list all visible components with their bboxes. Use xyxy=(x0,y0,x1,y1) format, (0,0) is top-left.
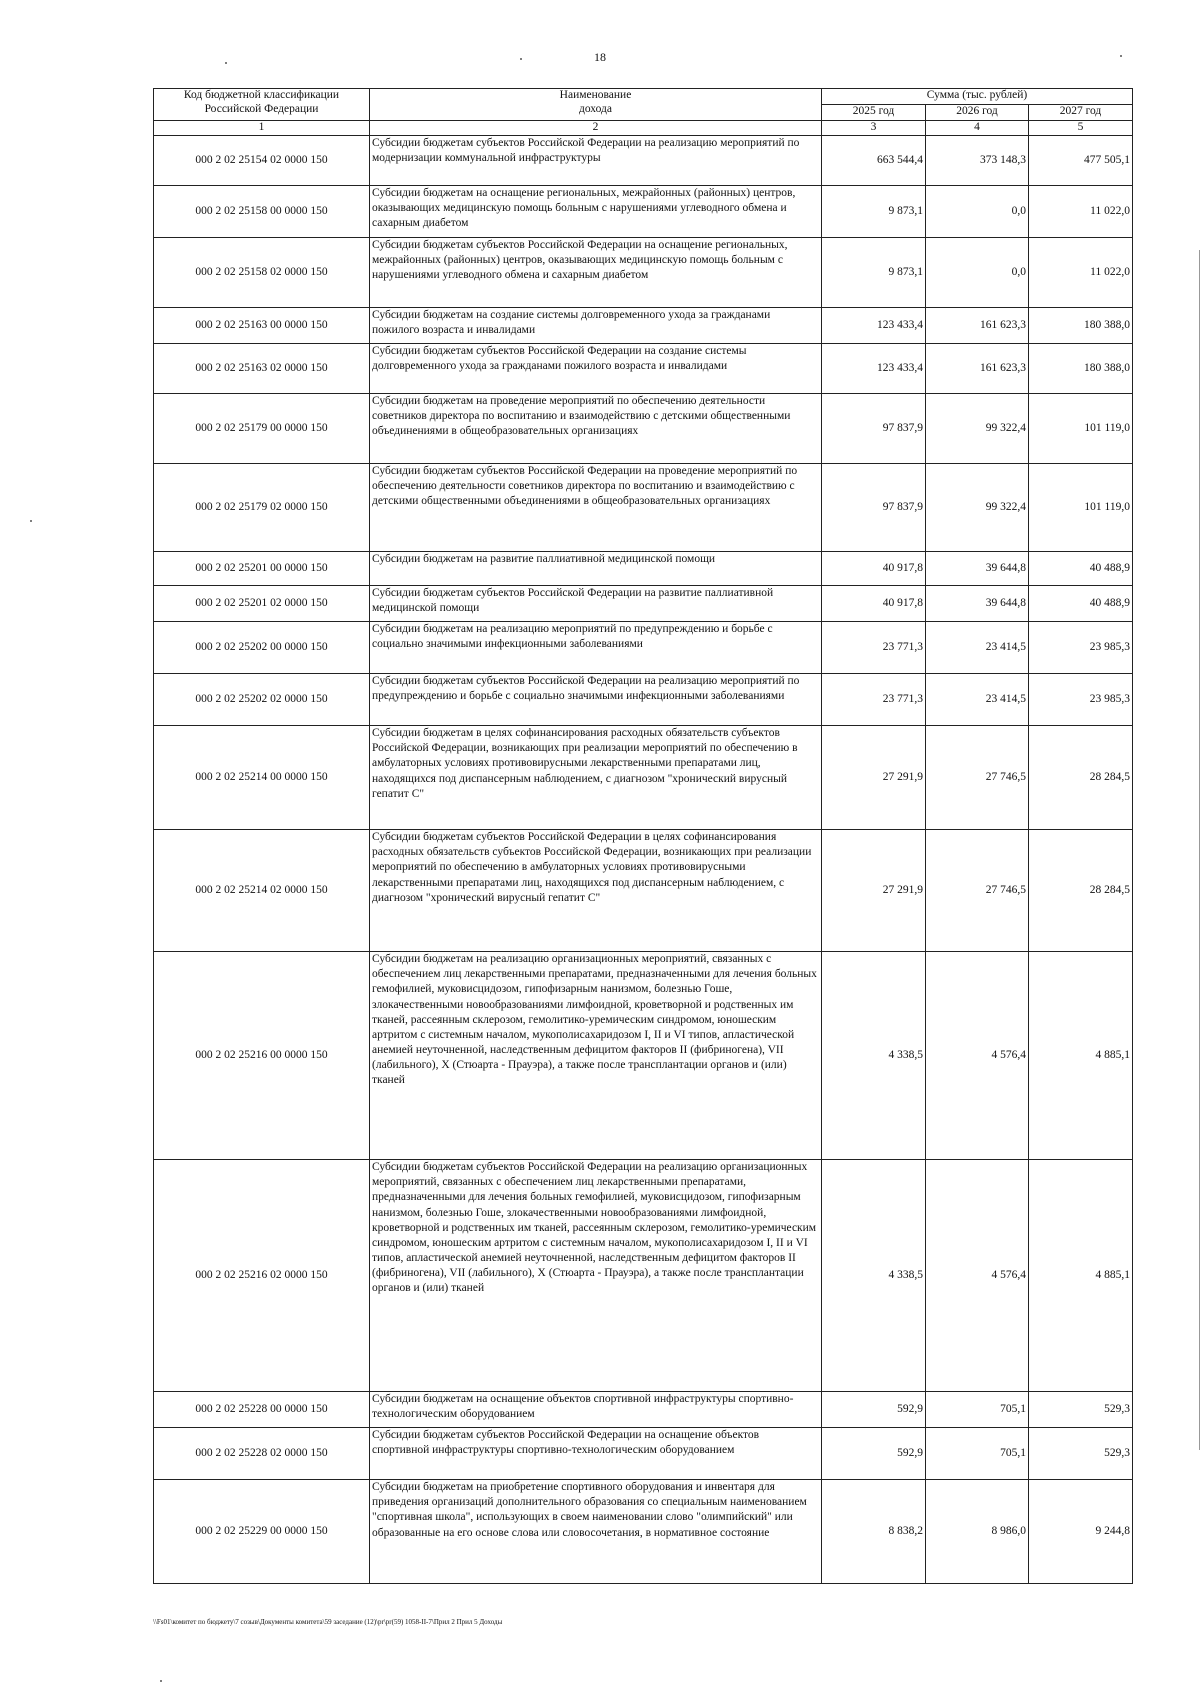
row-value-2025: 27 291,9 xyxy=(822,830,926,952)
row-value-2025: 592,9 xyxy=(822,1428,926,1480)
row-value-2026: 23 414,5 xyxy=(926,674,1029,726)
row-value-2027: 11 022,0 xyxy=(1029,186,1133,238)
row-value-2025: 23 771,3 xyxy=(822,622,926,674)
header-year-2025: 2025 год xyxy=(822,105,926,121)
row-value-2025: 123 433,4 xyxy=(822,344,926,394)
row-value-2027: 101 119,0 xyxy=(1029,394,1133,464)
row-value-2027: 9 244,8 xyxy=(1029,1480,1133,1584)
row-value-2025: 9 873,1 xyxy=(822,186,926,238)
row-value-2026: 99 322,4 xyxy=(926,464,1029,552)
header-sum: Сумма (тыс. рублей) xyxy=(822,89,1133,105)
row-value-2025: 592,9 xyxy=(822,1392,926,1428)
row-code: 000 2 02 25202 00 0000 150 xyxy=(154,622,370,674)
row-value-2026: 27 746,5 xyxy=(926,726,1029,830)
row-name: Субсидии бюджетам на создание системы долговременного ухода за гражданами пожилого возраста и инвалидами xyxy=(370,308,822,344)
row-value-2026: 99 322,4 xyxy=(926,394,1029,464)
row-name: Субсидии бюджетам на развитие паллиативной медицинской помощи xyxy=(370,552,822,586)
row-value-2026: 4 576,4 xyxy=(926,952,1029,1160)
header-name xyxy=(370,89,822,121)
header-name-line2: дохода xyxy=(578,102,612,115)
scan-speck xyxy=(1120,55,1122,57)
row-code: 000 2 02 25216 02 0000 150 xyxy=(154,1160,370,1392)
col-number-1: 1 xyxy=(154,121,370,136)
table-row xyxy=(154,464,1133,552)
row-value-2026: 373 148,3 xyxy=(926,136,1029,186)
row-value-2026: 705,1 xyxy=(926,1392,1029,1428)
row-value-2025: 40 917,8 xyxy=(822,552,926,586)
row-value-2026: 161 623,3 xyxy=(926,308,1029,344)
table-row xyxy=(154,952,1133,1160)
revenue-table xyxy=(153,88,1133,1584)
row-value-2027: 180 388,0 xyxy=(1029,308,1133,344)
col-number-3: 3 xyxy=(822,121,926,136)
row-value-2027: 11 022,0 xyxy=(1029,238,1133,308)
row-value-2027: 180 388,0 xyxy=(1029,344,1133,394)
header-year-2027: 2027 год xyxy=(1029,105,1133,121)
table-row xyxy=(154,136,1133,186)
row-value-2025: 40 917,8 xyxy=(822,586,926,622)
row-code: 000 2 02 25214 00 0000 150 xyxy=(154,726,370,830)
row-value-2025: 4 338,5 xyxy=(822,1160,926,1392)
row-value-2026: 23 414,5 xyxy=(926,622,1029,674)
table-row xyxy=(154,622,1133,674)
row-value-2025: 27 291,9 xyxy=(822,726,926,830)
row-code: 000 2 02 25201 00 0000 150 xyxy=(154,552,370,586)
row-code: 000 2 02 25179 00 0000 150 xyxy=(154,394,370,464)
table-row xyxy=(154,394,1133,464)
row-value-2027: 529,3 xyxy=(1029,1392,1133,1428)
scan-speck xyxy=(30,520,32,522)
row-value-2026: 4 576,4 xyxy=(926,1160,1029,1392)
table-row xyxy=(154,586,1133,622)
row-code: 000 2 02 25228 00 0000 150 xyxy=(154,1392,370,1428)
header-year-2026: 2026 год xyxy=(926,105,1029,121)
row-code: 000 2 02 25214 02 0000 150 xyxy=(154,830,370,952)
row-name: Субсидии бюджетам субъектов Российской Федерации на реализацию мероприятий по предупреждению и борьбе с социально значимыми инфекционными заболеваниями xyxy=(370,674,822,726)
row-code: 000 2 02 25158 02 0000 150 xyxy=(154,238,370,308)
row-code: 000 2 02 25229 00 0000 150 xyxy=(154,1480,370,1584)
scan-speck xyxy=(520,58,522,60)
scan-speck xyxy=(160,1680,162,1682)
row-value-2025: 123 433,4 xyxy=(822,308,926,344)
row-name: Субсидии бюджетам субъектов Российской Федерации на проведение мероприятий по обеспечению деятельности советников директора по воспитанию и взаимодействию с детскими общественными объединениями в общеобразовательных организациях xyxy=(370,464,822,552)
row-name: Субсидии бюджетам субъектов Российской Федерации на оснащение объектов спортивной инфраструктуры спортивно-технологическим оборудованием xyxy=(370,1428,822,1480)
row-value-2026: 0,0 xyxy=(926,238,1029,308)
row-value-2026: 161 623,3 xyxy=(926,344,1029,394)
col-number-2: 2 xyxy=(370,121,822,136)
table-row xyxy=(154,308,1133,344)
table-row xyxy=(154,344,1133,394)
page-number: 18 xyxy=(594,50,606,64)
header-code: Код бюджетной классификации Российской Федерации xyxy=(154,89,370,121)
row-value-2027: 4 885,1 xyxy=(1029,1160,1133,1392)
table-row xyxy=(154,1160,1133,1392)
header-name-line1: Наименование xyxy=(559,89,632,101)
table-row xyxy=(154,552,1133,586)
row-code: 000 2 02 25158 00 0000 150 xyxy=(154,186,370,238)
row-name: Субсидии бюджетам на оснащение объектов спортивной инфраструктуры спортивно-технологическим оборудованием xyxy=(370,1392,822,1428)
row-name: Субсидии бюджетам субъектов Российской Федерации на создание системы долговременного ухода за гражданами пожилого возраста и инвалидами xyxy=(370,344,822,394)
row-value-2026: 705,1 xyxy=(926,1428,1029,1480)
row-value-2027: 23 985,3 xyxy=(1029,622,1133,674)
row-value-2025: 97 837,9 xyxy=(822,464,926,552)
row-value-2027: 40 488,9 xyxy=(1029,552,1133,586)
row-name: Субсидии бюджетам на реализацию мероприятий по предупреждению и борьбе с социально значимыми инфекционными заболеваниями xyxy=(370,622,822,674)
row-value-2025: 23 771,3 xyxy=(822,674,926,726)
row-name: Субсидии бюджетам субъектов Российской Федерации в целях софинансирования расходных обязательств субъектов Российской Федерации, возникающих при реализации мероприятий по обеспечению в амбулаторных условиях противовирусными лекарственными препаратами лиц, находящихся под диспансерным наблюдением, с диагнозом "хронический вирусный гепатит С" xyxy=(370,830,822,952)
row-code: 000 2 02 25163 00 0000 150 xyxy=(154,308,370,344)
row-code: 000 2 02 25163 02 0000 150 xyxy=(154,344,370,394)
row-name: Субсидии бюджетам на реализацию организационных мероприятий, связанных с обеспечением лиц лекарственными препаратами, предназначенными для лечения больных гемофилией, муковисцидозом, гипофизарным нанизмом, болезнью Гоше, злокачественными новообразованиями лимфоидной, кроветворной и родственных им тканей, рассеянным склерозом, гемолитико-уремическим синдромом, юношеским артритом с системным началом, мукополисахаридозом I, II и VI типов, апластической анемией неуточненной, наследственным дефицитом факторов II (фибриногена), VII (лабильного), X (Стюарта - Прауэра), а также после трансплантации органов и (или) тканей xyxy=(370,952,822,1160)
table-row xyxy=(154,1480,1133,1584)
row-code: 000 2 02 25154 02 0000 150 xyxy=(154,136,370,186)
col-number-4: 4 xyxy=(926,121,1029,136)
row-name: Субсидии бюджетам субъектов Российской Федерации на оснащение региональных, межрайонных (районных) центров, оказывающих медицинскую помощь больным с нарушениями углеводного обмена и сахарным диабетом xyxy=(370,238,822,308)
row-name: Субсидии бюджетам на оснащение региональных, межрайонных (районных) центров, оказывающих медицинскую помощь больным с нарушениями углеводного обмена и сахарным диабетом xyxy=(370,186,822,238)
table-row xyxy=(154,186,1133,238)
row-name: Субсидии бюджетам субъектов Российской Федерации на реализацию организационных мероприятий, связанных с обеспечением лиц лекарственными препаратами, предназначенными для лечения больных гемофилией, муковисцидозом, гипофизарным нанизмом, болезнью Гоше, злокачественными новообразованиями лимфоидной, кроветворной и родственных им тканей, рассеянным склерозом, гемолитико-уремическим синдромом, юношеским артритом с системным началом, мукополисахаридозом I, II и VI типов, апластической анемией неуточненной, наследственным дефицитом факторов II (фибриногена), VII (лабильного), X (Стюарта - Прауэра), а также после трансплантации органов и (или) тканей xyxy=(370,1160,822,1392)
row-value-2027: 4 885,1 xyxy=(1029,952,1133,1160)
row-name: Субсидии бюджетам субъектов Российской Федерации на реализацию мероприятий по модернизации коммунальной инфраструктуры xyxy=(370,136,822,186)
row-value-2026: 27 746,5 xyxy=(926,830,1029,952)
row-value-2027: 28 284,5 xyxy=(1029,830,1133,952)
table-row xyxy=(154,726,1133,830)
row-value-2025: 9 873,1 xyxy=(822,238,926,308)
table-row xyxy=(154,238,1133,308)
row-code: 000 2 02 25216 00 0000 150 xyxy=(154,952,370,1160)
row-name: Субсидии бюджетам субъектов Российской Федерации на развитие паллиативной медицинской помощи xyxy=(370,586,822,622)
table-row xyxy=(154,1392,1133,1428)
row-name: Субсидии бюджетам в целях софинансирования расходных обязательств субъектов Российской Федерации, возникающих при реализации мероприятий по обеспечению в амбулаторных условиях противовирусными лекарственными препаратами лиц, находящихся под диспансерным наблюдением, с диагнозом "хронический вирусный гепатит С" xyxy=(370,726,822,830)
row-value-2027: 529,3 xyxy=(1029,1428,1133,1480)
row-value-2026: 0,0 xyxy=(926,186,1029,238)
footer-file-path: \\Fs01\комитет по бюджету\7 созыв\Документы комитета\59 заседание (12)\pr\pr(59) 1058-II-7\Прил 2 Прил 5 Доходы xyxy=(153,1618,503,1626)
row-code: 000 2 02 25201 02 0000 150 xyxy=(154,586,370,622)
row-value-2025: 8 838,2 xyxy=(822,1480,926,1584)
table-row xyxy=(154,1428,1133,1480)
row-value-2026: 39 644,8 xyxy=(926,586,1029,622)
row-code: 000 2 02 25179 02 0000 150 xyxy=(154,464,370,552)
row-name: Субсидии бюджетам на проведение мероприятий по обеспечению деятельности советников директора по воспитанию и взаимодействию с детскими общественными объединениями в общеобразовательных организациях xyxy=(370,394,822,464)
row-value-2025: 663 544,4 xyxy=(822,136,926,186)
row-code: 000 2 02 25228 02 0000 150 xyxy=(154,1428,370,1480)
table-row xyxy=(154,674,1133,726)
row-code: 000 2 02 25202 02 0000 150 xyxy=(154,674,370,726)
table-row xyxy=(154,830,1133,952)
row-value-2027: 28 284,5 xyxy=(1029,726,1133,830)
row-name: Субсидии бюджетам на приобретение спортивного оборудования и инвентаря для приведения организаций дополнительного образования со специальным наименованием "спортивная школа", использующих в своем наименовании слово "олимпийский" или образованные на его основе слова или словосочетания, в нормативное состояние xyxy=(370,1480,822,1584)
row-value-2025: 4 338,5 xyxy=(822,952,926,1160)
row-value-2026: 39 644,8 xyxy=(926,552,1029,586)
col-number-5: 5 xyxy=(1029,121,1133,136)
row-value-2027: 477 505,1 xyxy=(1029,136,1133,186)
row-value-2027: 40 488,9 xyxy=(1029,586,1133,622)
row-value-2026: 8 986,0 xyxy=(926,1480,1029,1584)
row-value-2027: 23 985,3 xyxy=(1029,674,1133,726)
row-value-2025: 97 837,9 xyxy=(822,394,926,464)
row-value-2027: 101 119,0 xyxy=(1029,464,1133,552)
scan-speck xyxy=(225,62,227,64)
